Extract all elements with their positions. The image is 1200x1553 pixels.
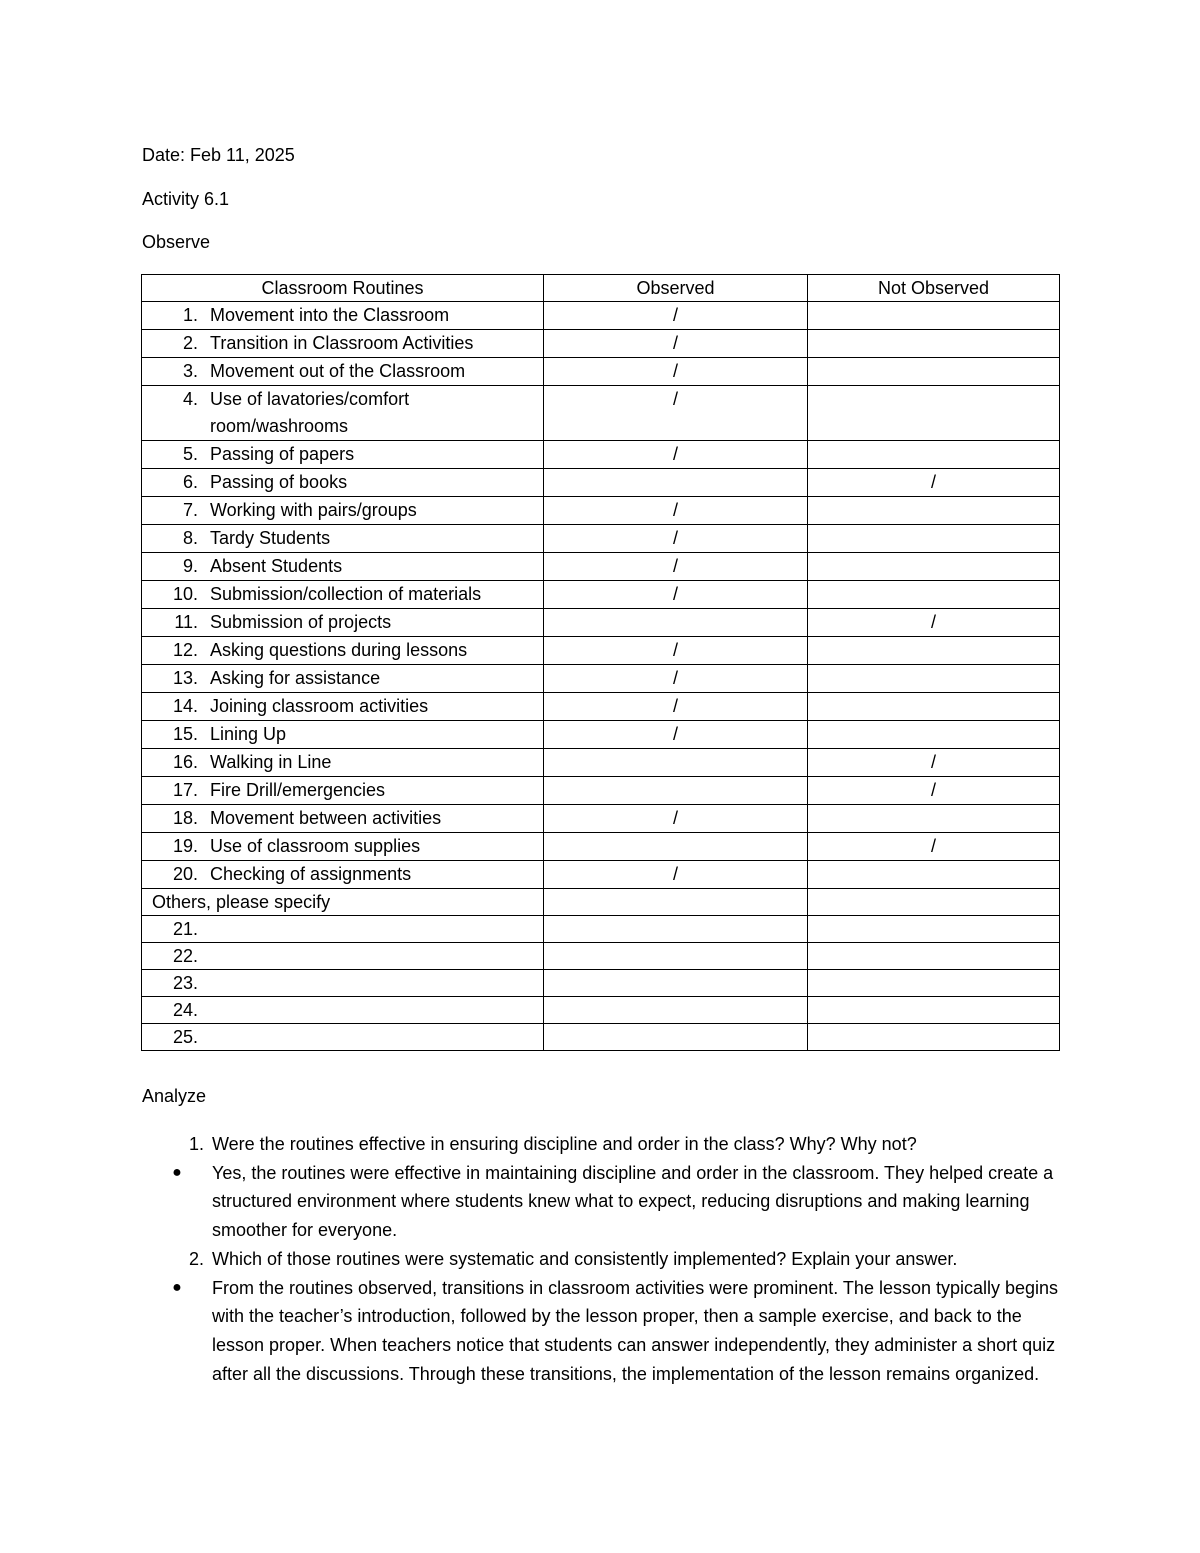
not-observed-cell bbox=[808, 441, 1060, 469]
routine-cell bbox=[142, 553, 544, 581]
others-row bbox=[142, 889, 1060, 916]
not-observed-cell bbox=[808, 805, 1060, 833]
observed-cell: / bbox=[544, 330, 808, 358]
observed-cell bbox=[544, 777, 808, 805]
observed-cell bbox=[544, 469, 808, 497]
routine-label: Passing of books bbox=[210, 472, 348, 492]
not-observed-cell: / bbox=[808, 469, 1060, 497]
table-row bbox=[142, 302, 1060, 330]
analyze-question bbox=[142, 1245, 1062, 1274]
routine-cell bbox=[142, 302, 544, 330]
routine-cell bbox=[142, 497, 544, 525]
analyze-question bbox=[142, 1130, 1062, 1159]
not-observed-cell bbox=[808, 721, 1060, 749]
table-row bbox=[142, 386, 1060, 441]
routine-number: 19. bbox=[172, 836, 198, 856]
observed-cell bbox=[544, 609, 808, 637]
routine-label: Movement out of the Classroom bbox=[210, 361, 466, 381]
routine-cell bbox=[142, 693, 544, 721]
bullet-icon: ● bbox=[172, 1163, 182, 1181]
routine-label: Fire Drill/emergencies bbox=[210, 780, 386, 800]
table-row bbox=[142, 553, 1060, 581]
observed-cell: / bbox=[544, 302, 808, 330]
observe-heading: Observe bbox=[142, 232, 211, 252]
routine-cell bbox=[142, 469, 544, 497]
table-header-row bbox=[142, 275, 1060, 302]
not-observed-cell: / bbox=[808, 833, 1060, 861]
table-row bbox=[142, 1024, 1060, 1051]
routine-cell bbox=[142, 525, 544, 553]
routine-cell bbox=[142, 330, 544, 358]
routine-cell bbox=[142, 749, 544, 777]
observed-cell: / bbox=[544, 721, 808, 749]
not-observed-cell bbox=[808, 693, 1060, 721]
observed-cell bbox=[544, 997, 808, 1024]
routine-label: Movement between activities bbox=[210, 808, 442, 828]
routine-cell bbox=[142, 358, 544, 386]
routine-label: Tardy Students bbox=[210, 528, 331, 548]
table-row bbox=[142, 777, 1060, 805]
routine-cell bbox=[142, 777, 544, 805]
not-observed-cell bbox=[808, 553, 1060, 581]
observed-cell: / bbox=[544, 581, 808, 609]
table-row bbox=[142, 609, 1060, 637]
observed-cell: / bbox=[544, 693, 808, 721]
observed-cell: / bbox=[544, 637, 808, 665]
observed-cell: / bbox=[544, 497, 808, 525]
not-observed-cell bbox=[808, 1024, 1060, 1051]
routine-cell bbox=[142, 833, 544, 861]
routine-label: Use of classroom supplies bbox=[210, 836, 421, 856]
table-row bbox=[142, 665, 1060, 693]
question-text: Which of those routines were systematic and consistently implemented? Explain your answer. bbox=[212, 1248, 958, 1269]
routine-cell bbox=[142, 441, 544, 469]
not-observed-cell bbox=[808, 386, 1060, 441]
header-observed: Observed bbox=[544, 275, 808, 302]
not-observed-cell bbox=[808, 497, 1060, 525]
routine-label: Lining Up bbox=[210, 724, 287, 744]
analyze-answer bbox=[142, 1274, 1062, 1389]
routine-label: Use of lavatories/comfort room/washrooms bbox=[210, 389, 410, 436]
not-observed-cell: / bbox=[808, 749, 1060, 777]
routine-number: 25. bbox=[172, 1027, 198, 1047]
routine-cell bbox=[142, 665, 544, 693]
header-not-observed: Not Observed bbox=[808, 275, 1060, 302]
table-row bbox=[142, 497, 1060, 525]
routine-cell bbox=[142, 943, 544, 970]
question-text: Were the routines effective in ensuring discipline and order in the class? Why? Why not? bbox=[212, 1134, 917, 1154]
table-row bbox=[142, 916, 1060, 943]
not-observed-cell bbox=[808, 581, 1060, 609]
routine-cell bbox=[142, 609, 544, 637]
not-observed-cell bbox=[808, 330, 1060, 358]
routine-label: Absent Students bbox=[210, 556, 343, 576]
routine-label: Checking of assignments bbox=[210, 864, 412, 884]
observed-cell: / bbox=[544, 441, 808, 469]
answer-text: From the routines observed, transitions in classroom activities were prominent. The lesson typically begins with the teacher’s introduction, followed by the lesson proper, then a sample exercise, and back to the lesson proper. When teachers notice that students can answer independently, they administer a short quiz after all the discussions. Through these transitions, the implementation of the lesson remains organized. bbox=[212, 1277, 1059, 1384]
answer-text: Yes, the routines were effective in maintaining discipline and order in the classroom. They helped create a structured environment where students knew what to expect, reducing disruptions and making learning smoother for everyone. bbox=[212, 1162, 1054, 1241]
table-row bbox=[142, 833, 1060, 861]
routine-number: 4. bbox=[182, 389, 198, 409]
not-observed-cell bbox=[808, 358, 1060, 386]
routine-number: 10. bbox=[172, 584, 198, 604]
not-observed-cell bbox=[808, 525, 1060, 553]
question-number: 2. bbox=[188, 1248, 204, 1269]
observed-cell bbox=[544, 943, 808, 970]
routine-cell bbox=[142, 637, 544, 665]
table-row bbox=[142, 525, 1060, 553]
observed-cell: / bbox=[544, 805, 808, 833]
table-row bbox=[142, 693, 1060, 721]
routine-number: 11. bbox=[174, 612, 198, 632]
observed-cell: / bbox=[544, 665, 808, 693]
routine-cell bbox=[142, 970, 544, 997]
header-classroom-routines: Classroom Routines bbox=[142, 275, 544, 302]
activity-title: Activity 6.1 bbox=[142, 189, 230, 209]
observed-cell: / bbox=[544, 386, 808, 441]
routine-number: 6. bbox=[182, 472, 198, 492]
routine-number: 3. bbox=[182, 361, 198, 381]
observed-cell bbox=[544, 1024, 808, 1051]
routine-number: 12. bbox=[172, 640, 198, 660]
routine-cell bbox=[142, 721, 544, 749]
routine-label: Movement into the Classroom bbox=[210, 305, 450, 325]
not-observed-cell bbox=[808, 970, 1060, 997]
table-row bbox=[142, 637, 1060, 665]
routine-cell bbox=[142, 997, 544, 1024]
routine-number: 9. bbox=[182, 556, 198, 576]
table-row bbox=[142, 358, 1060, 386]
not-observed-cell bbox=[808, 997, 1060, 1024]
routine-number: 1. bbox=[182, 305, 198, 325]
routine-cell bbox=[142, 916, 544, 943]
analyze-heading: Analyze bbox=[142, 1086, 207, 1106]
routine-number: 22. bbox=[172, 946, 198, 966]
observed-cell bbox=[544, 916, 808, 943]
routine-label: Working with pairs/groups bbox=[210, 500, 417, 520]
routine-label: Walking in Line bbox=[210, 752, 332, 772]
not-observed-cell bbox=[808, 302, 1060, 330]
analyze-answer bbox=[142, 1159, 1062, 1245]
table-row bbox=[142, 721, 1060, 749]
routine-number: 13. bbox=[172, 668, 198, 688]
routine-number: 2. bbox=[182, 333, 198, 353]
question-number: 1. bbox=[188, 1134, 204, 1154]
routine-label: Asking questions during lessons bbox=[210, 640, 468, 660]
not-observed-cell: / bbox=[808, 777, 1060, 805]
routine-cell bbox=[142, 805, 544, 833]
not-observed-cell bbox=[808, 665, 1060, 693]
routine-number: 23. bbox=[172, 973, 198, 993]
analyze-list bbox=[142, 1130, 1062, 1388]
routine-label: Transition in Classroom Activities bbox=[210, 333, 474, 353]
observed-cell bbox=[544, 833, 808, 861]
routine-cell bbox=[142, 581, 544, 609]
observed-cell: / bbox=[544, 358, 808, 386]
routine-cell bbox=[142, 386, 544, 441]
table-row bbox=[142, 749, 1060, 777]
table-row bbox=[142, 805, 1060, 833]
observed-cell bbox=[544, 749, 808, 777]
table-row bbox=[142, 861, 1060, 889]
routine-label: Asking for assistance bbox=[210, 668, 381, 688]
routine-number: 15. bbox=[172, 724, 198, 744]
observed-cell bbox=[544, 889, 808, 916]
observed-cell: / bbox=[544, 861, 808, 889]
routine-label: Submission/collection of materials bbox=[210, 584, 482, 604]
routine-label: Submission of projects bbox=[210, 612, 392, 632]
table-row bbox=[142, 469, 1060, 497]
routine-number: 5. bbox=[182, 444, 198, 464]
routine-number: 16. bbox=[172, 752, 198, 772]
routine-label: Passing of papers bbox=[210, 444, 355, 464]
routine-number: 17. bbox=[172, 780, 198, 800]
table-row bbox=[142, 943, 1060, 970]
observed-cell: / bbox=[544, 553, 808, 581]
table-row bbox=[142, 330, 1060, 358]
not-observed-cell bbox=[808, 889, 1060, 916]
routine-number: 8. bbox=[182, 528, 198, 548]
table-row bbox=[142, 970, 1060, 997]
routine-number: 21. bbox=[172, 919, 198, 939]
not-observed-cell bbox=[808, 943, 1060, 970]
others-label: Others, please specify bbox=[142, 889, 544, 916]
bullet-icon: ● bbox=[172, 1278, 182, 1296]
not-observed-cell bbox=[808, 916, 1060, 943]
not-observed-cell bbox=[808, 637, 1060, 665]
routine-label: Joining classroom activities bbox=[210, 696, 429, 716]
routine-number: 18. bbox=[172, 808, 198, 828]
table-row bbox=[142, 581, 1060, 609]
routine-number: 24. bbox=[172, 1000, 198, 1020]
routine-number: 20. bbox=[172, 864, 198, 884]
routine-number: 7. bbox=[182, 500, 198, 520]
observed-cell: / bbox=[544, 525, 808, 553]
observed-cell bbox=[544, 970, 808, 997]
table-row bbox=[142, 997, 1060, 1024]
routine-cell bbox=[142, 1024, 544, 1051]
not-observed-cell: / bbox=[808, 609, 1060, 637]
table-row bbox=[142, 441, 1060, 469]
date-line: Date: Feb 11, 2025 bbox=[142, 145, 295, 165]
routine-number: 14. bbox=[172, 696, 198, 716]
not-observed-cell bbox=[808, 861, 1060, 889]
routine-cell bbox=[142, 861, 544, 889]
routines-table bbox=[141, 274, 1060, 1051]
